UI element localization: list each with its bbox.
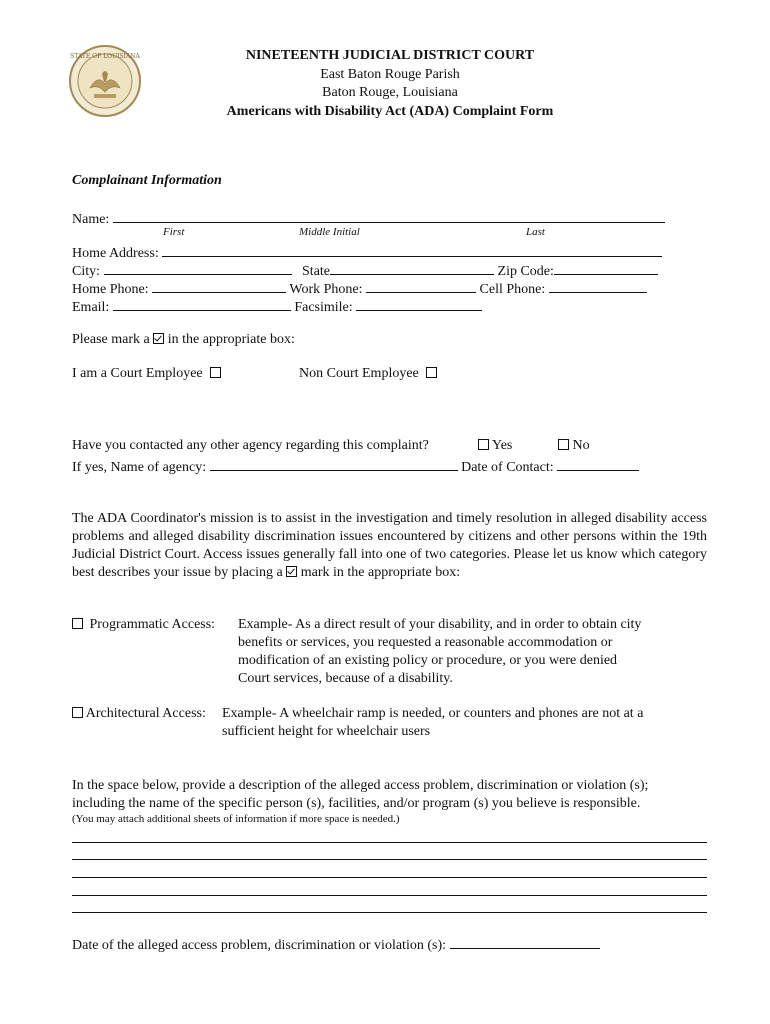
last-name-caption: Last (526, 226, 545, 238)
home-address-label: Home Address: (72, 246, 159, 261)
agency-name-row (72, 456, 639, 476)
programmatic-access-option (72, 617, 215, 633)
agency-yes-option (478, 438, 512, 454)
agency-yes-checkbox[interactable] (478, 439, 489, 450)
agency-no-label: No (572, 438, 590, 453)
mission-paragraph (72, 510, 707, 582)
svg-text:STATE OF LOUISIANA: STATE OF LOUISIANA (70, 53, 140, 60)
description-note: (You may attach additional sheets of information if more space is needed.) (72, 813, 400, 825)
mission-text: The ADA Coordinator's mission is to assist in the investigation and timely resolution in alleged disability access problems and alleged disability discrimination issues encountered by citizens and other persons within the 19th Judicial District Court. Access issues generally fall into one of two categories. Please let us know which category best describes your issue by placing a (72, 511, 707, 580)
court-employee-label: I am a Court Employee (72, 366, 203, 381)
name-row (72, 208, 665, 228)
name-label: Name: (72, 212, 110, 227)
checked-box-icon (286, 566, 297, 577)
agency-question-text: Have you contacted any other agency regarding this complaint? (72, 438, 429, 453)
phone-row (72, 278, 647, 298)
date-of-contact-field[interactable] (557, 456, 639, 471)
name-field[interactable] (113, 208, 665, 223)
architectural-example-line: Example- A wheelchair ramp is needed, or counters and phones are not at a (222, 706, 644, 721)
work-phone-field[interactable] (366, 278, 476, 293)
state-field[interactable] (330, 260, 494, 275)
city-field[interactable] (104, 260, 292, 275)
description-instruction-line: including the name of the specific person (s), facilities, and/or program (s) you believe is responsible. (72, 796, 641, 811)
agency-question (72, 438, 429, 454)
mission-text-end: mark in the appropriate box: (300, 565, 461, 580)
cell-phone-label: Cell Phone: (479, 282, 546, 297)
facsimile-field[interactable] (356, 296, 482, 311)
home-address-field[interactable] (162, 242, 662, 257)
facsimile-label: Facsimile: (294, 300, 353, 315)
agency-name-label: If yes, Name of agency: (72, 460, 207, 475)
date-alleged-field[interactable] (450, 934, 600, 949)
checked-box-icon (153, 333, 164, 344)
parish-name: East Baton Rouge Parish (320, 67, 460, 82)
date-alleged-row (72, 934, 600, 954)
court-employee-checkbox[interactable] (210, 367, 221, 378)
address-row (72, 242, 662, 262)
description-field-line[interactable] (72, 877, 707, 878)
mark-instruction-pre: Please mark a (72, 332, 150, 347)
state-seal-logo (68, 44, 142, 118)
cell-phone-field[interactable] (549, 278, 647, 293)
programmatic-example-line: benefits or services, you requested a reasonable accommodation or (238, 635, 613, 650)
middle-initial-caption: Middle Initial (299, 226, 360, 238)
zip-code-label: Zip Code: (497, 264, 554, 279)
section-heading-complainant: Complainant Information (72, 173, 222, 188)
description-instruction-line: In the space below, provide a description of the alleged access problem, discrimination or violation (s); (72, 778, 649, 793)
programmatic-example-line: Example- As a direct result of your disability, and in order to obtain city (238, 617, 642, 632)
architectural-example-line: sufficient height for wheelchair users (222, 724, 431, 739)
form-title: Americans with Disability Act (ADA) Complaint Form (226, 104, 554, 119)
agency-name-field[interactable] (210, 456, 458, 471)
agency-no-checkbox[interactable] (558, 439, 569, 450)
programmatic-access-label: Programmatic Access: (89, 617, 216, 632)
city-state: Baton Rouge, Louisiana (322, 85, 458, 100)
non-court-employee-label: Non Court Employee (299, 366, 419, 381)
court-employee-option (72, 366, 221, 382)
mark-instruction-post: in the appropriate box: (167, 332, 295, 347)
email-row (72, 296, 482, 316)
programmatic-example-line: Court services, because of a disability. (238, 671, 453, 686)
court-name: NINETEENTH JUDICIAL DISTRICT COURT (245, 48, 535, 63)
architectural-access-checkbox[interactable] (72, 707, 83, 718)
description-field-line[interactable] (72, 895, 707, 896)
agency-no-option (558, 438, 590, 454)
programmatic-access-checkbox[interactable] (72, 618, 83, 629)
architectural-access-option (72, 706, 206, 722)
email-label: Email: (72, 300, 110, 315)
home-phone-label: Home Phone: (72, 282, 149, 297)
agency-yes-label: Yes (491, 438, 513, 453)
mark-instruction (72, 332, 295, 348)
architectural-access-label: Architectural Access: (85, 706, 206, 721)
email-field[interactable] (113, 296, 291, 311)
city-label: City: (72, 264, 101, 279)
first-name-caption: First (163, 226, 185, 238)
city-row (72, 260, 658, 280)
description-field-line[interactable] (72, 859, 707, 860)
non-court-employee-option (299, 366, 437, 382)
zip-code-field[interactable] (554, 260, 658, 275)
programmatic-example-line: modification of an existing policy or procedure, or you were denied (238, 653, 618, 668)
state-label: State (302, 264, 331, 279)
date-of-contact-label: Date of Contact: (461, 460, 554, 475)
description-field-line[interactable] (72, 912, 707, 913)
home-phone-field[interactable] (152, 278, 286, 293)
work-phone-label: Work Phone: (289, 282, 363, 297)
non-court-employee-checkbox[interactable] (426, 367, 437, 378)
description-field-line[interactable] (72, 842, 707, 843)
date-alleged-label: Date of the alleged access problem, discrimination or violation (s): (72, 938, 446, 953)
